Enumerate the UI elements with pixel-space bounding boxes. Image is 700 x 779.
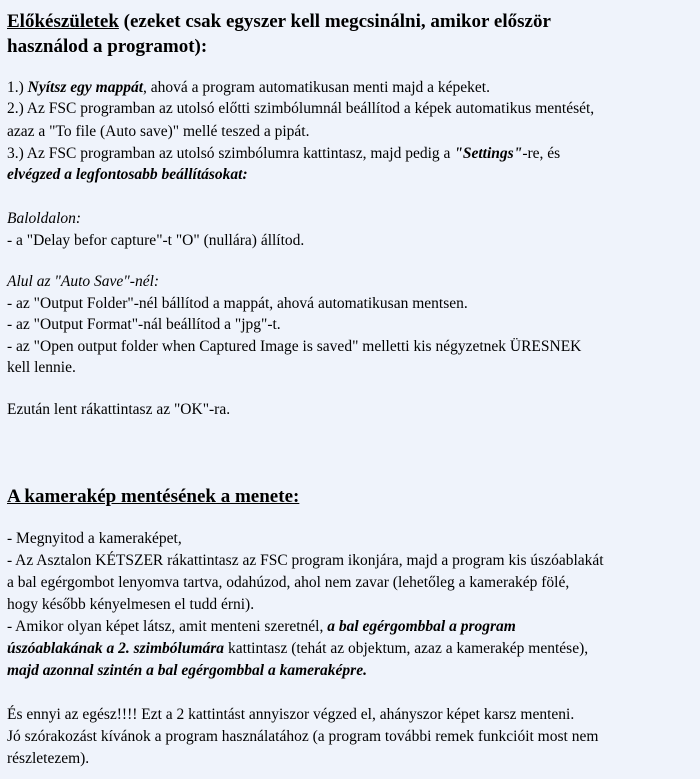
prep-step-1 bbox=[7, 78, 490, 98]
step-emphasis: a bal egérgombbal a program bbox=[327, 618, 516, 635]
auto-save-item-3-line1: - az "Open output folder when Captured Image is saved" melletti kis négyzetnek ÜRESNEK bbox=[7, 338, 582, 355]
save-heading: A kamerakép mentésének a menete: bbox=[7, 486, 300, 507]
auto-save-item-3-line2: kell lennie. bbox=[7, 359, 76, 376]
step-text: -re, és bbox=[522, 145, 561, 162]
step-text: kattintasz (tehát az objektum, azaz a kamerakép mentése), bbox=[224, 640, 589, 657]
closing-line-2: Jó szórakozást kívánok a program használatához (a program további remek funkcióit most nem bbox=[7, 728, 599, 745]
prep-heading-underlined: Előkészületek bbox=[7, 11, 119, 32]
step-emphasis: "Settings" bbox=[454, 145, 523, 162]
ok-instruction: Ezután lent rákattintasz az "OK"-ra. bbox=[7, 401, 231, 418]
step-text: - Amikor olyan képet látsz, amit menteni szeretnél, bbox=[7, 618, 328, 635]
prep-heading bbox=[7, 10, 551, 34]
auto-save-item-1: - az "Output Folder"-nél bállítod a mappát, ahová automatikusan mentsen. bbox=[7, 295, 468, 312]
closing-line-1: És ennyi az egész!!!! Ezt a 2 kattintást annyiszor végzed el, ahányszor képet karsz menteni. bbox=[7, 706, 575, 723]
closing-line-3: részletezem). bbox=[7, 750, 90, 767]
step-emphasis: Nyítsz egy mappát bbox=[27, 79, 144, 96]
left-side-label: Baloldalon: bbox=[7, 210, 82, 227]
step-number: 1.) bbox=[7, 79, 28, 96]
prep-step-3-line2: elvégzed a legfontosabb beállításokat: bbox=[7, 166, 248, 183]
save-step-3-line2 bbox=[7, 639, 588, 659]
save-step-2-line3: hogy később kényelmesen el tudd érni). bbox=[7, 596, 255, 613]
save-step-3-line1 bbox=[7, 617, 516, 637]
auto-save-item-2: - az "Output Format"-nál beállítod a "jpg"-t. bbox=[7, 316, 281, 333]
prep-step-3 bbox=[7, 144, 560, 164]
left-side-item: - a "Delay befor capture"-t "O" (nullára) állítod. bbox=[7, 232, 305, 249]
auto-save-label: Alul az "Auto Save"-nél: bbox=[7, 273, 160, 290]
step-text: 3.) Az FSC programban az utolsó szimbólumra kattintasz, majd pedig a bbox=[7, 145, 455, 162]
step-text: , ahová a program automatikusan menti majd a képeket. bbox=[143, 79, 490, 96]
save-step-1: - Megnyitod a kameraképet, bbox=[7, 530, 182, 547]
step-emphasis: úszóablakának a 2. szimbólumára bbox=[7, 640, 225, 657]
save-step-2-line2: a bal egérgombot lenyomva tartva, odahúzod, ahol nem zavar (lehetőleg a kamerakép fölé, bbox=[7, 574, 570, 591]
prep-heading-rest: (ezeket csak egyszer kell megcsinálni, amikor először bbox=[118, 11, 551, 32]
save-step-3-line3: majd azonnal szintén a bal egérgombbal a kameraképre. bbox=[7, 662, 367, 679]
prep-heading-line2: használod a programot): bbox=[7, 36, 208, 57]
prep-step-2-line1: 2.) Az FSC programban az utolsó előtti szimbólumnál beállítod a képek automatikus mentését, bbox=[7, 100, 595, 117]
prep-step-2-line2: azaz a "To file (Auto save)" mellé teszed a pipát. bbox=[7, 123, 310, 140]
save-step-2-line1: - Az Asztalon KÉTSZER rákattintasz az FSC program ikonjára, majd a program kis úszóablakát bbox=[7, 552, 604, 569]
